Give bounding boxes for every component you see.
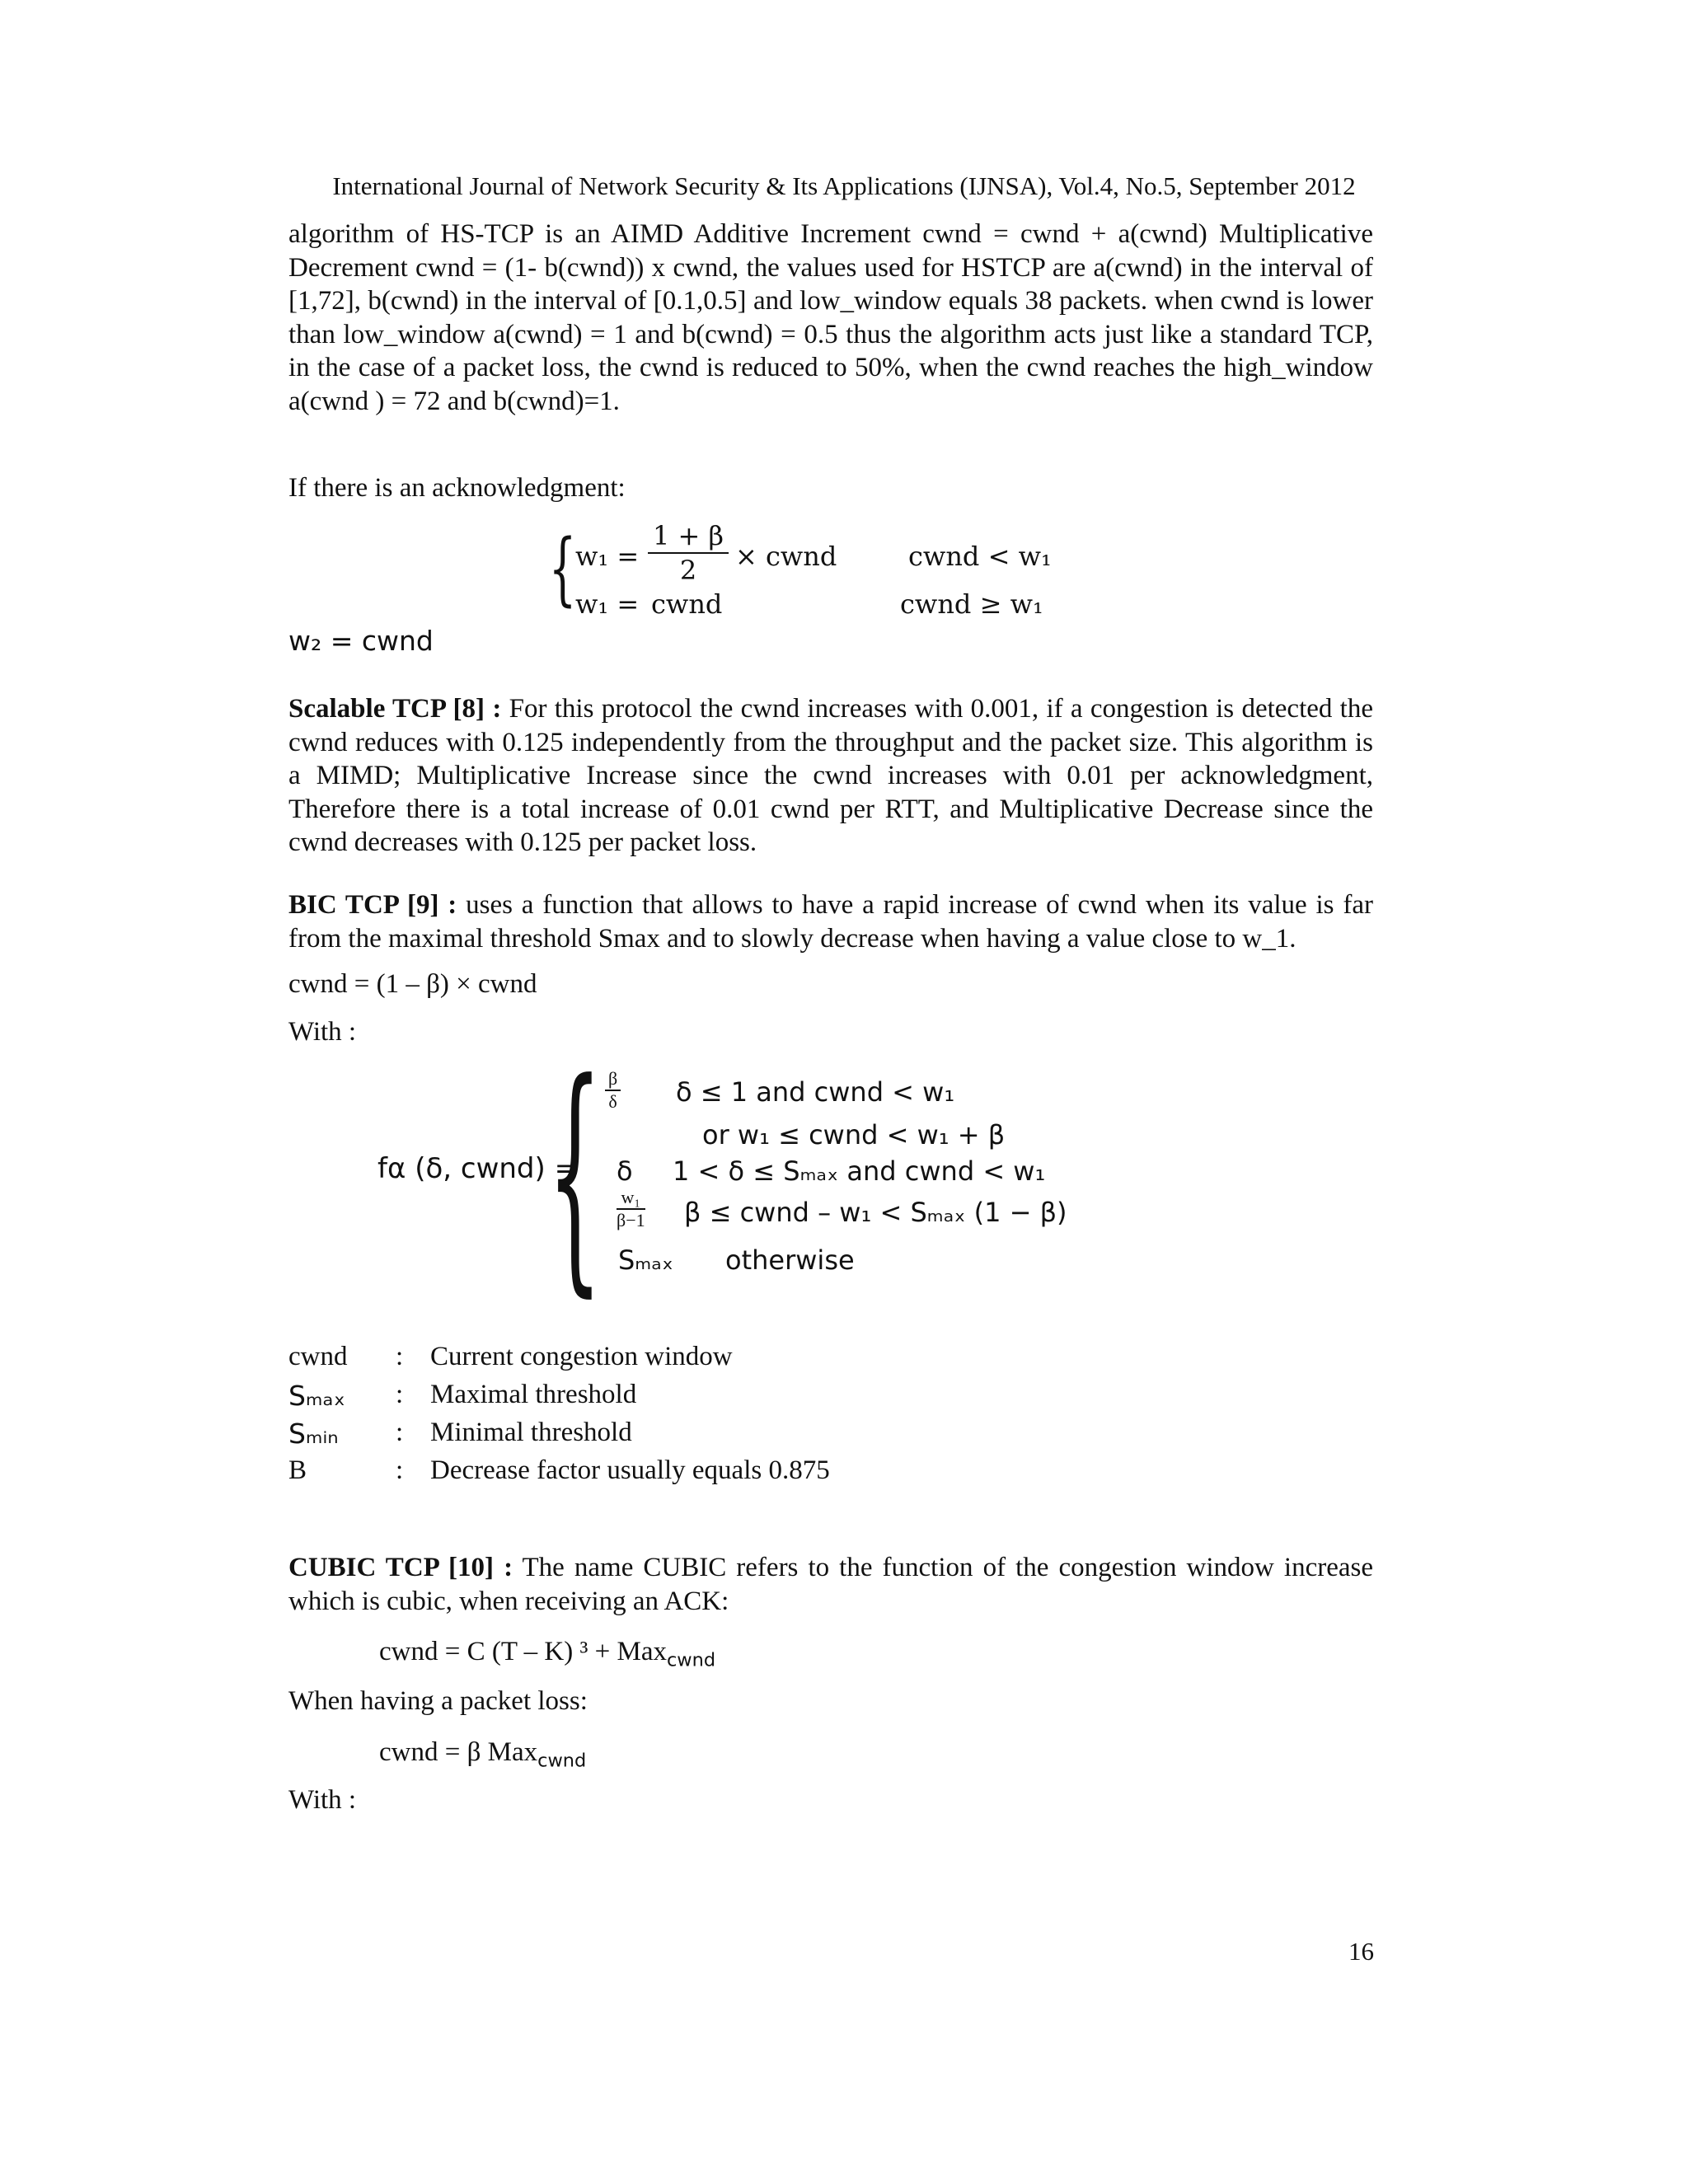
bic-left-brace-icon: {: [547, 1030, 603, 1318]
definition-description: Minimal threshold: [430, 1418, 632, 1447]
bic-case1-fraction: [605, 1068, 621, 1113]
bic-func-lhs: fα (δ, cwnd) =: [377, 1152, 579, 1185]
definition-colon: :: [396, 1455, 404, 1485]
cubic-with: With :: [288, 1785, 357, 1815]
bic-case3-den: β−1: [617, 1210, 645, 1230]
bic-paragraph: [288, 888, 1373, 955]
eq1-w2-line: w₂ = cwnd: [288, 625, 434, 657]
eq1-numerator: 1 + β: [648, 519, 729, 554]
left-brace-icon: {: [548, 523, 577, 615]
definition-colon: :: [396, 1342, 404, 1371]
cubic-formula-loss: [379, 1737, 586, 1772]
bic-case4-condition: otherwise: [725, 1244, 855, 1276]
bic-case1b-condition: or w₁ ≤ cwnd < w₁ + β: [702, 1119, 1006, 1151]
definition-term: Sₘₐₓ: [288, 1380, 346, 1412]
eq1-row1-rhs: × cwnd: [735, 541, 837, 572]
bic-case4-value: Sₘₐₓ: [618, 1244, 673, 1276]
eq1-denominator: 2: [679, 555, 697, 586]
definition-term: cwnd: [288, 1342, 348, 1371]
cubic-paragraph: [288, 1551, 1373, 1618]
bic-case3-num: w₁: [617, 1187, 645, 1210]
bic-body: uses a function that allows to have a rapid increase of cwnd when its value is far from the maximal threshold Smax and to slowly decrease when having a value close to w_1.: [288, 890, 1373, 954]
bic-case3-fraction: [617, 1187, 645, 1231]
bic-with: With :: [288, 1017, 357, 1047]
scalable-title: Scalable TCP [8] :: [288, 694, 502, 724]
ack-intro: If there is an acknowledgment:: [288, 473, 626, 503]
page-number: 16: [1348, 1937, 1374, 1966]
bic-case3-condition: β ≤ cwnd – w₁ < Sₘₐₓ (1 − β): [684, 1197, 1067, 1228]
cubic-formula1-text: cwnd = C (T – K) ³ + Max: [379, 1637, 667, 1666]
cubic-body: The name CUBIC refers to the function of the congestion window increase which is cubic, when receiving an ACK:: [288, 1553, 1373, 1616]
definition-term: Sₘᵢₙ: [288, 1418, 339, 1450]
cubic-formula1-sub: cwnd: [666, 1649, 716, 1671]
bic-case1-condition: δ ≤ 1 and cwnd < w₁: [676, 1076, 955, 1108]
eq1-row2-rhs: cwnd: [651, 588, 723, 620]
scalable-paragraph: [288, 692, 1373, 860]
cubic-formula-increase: [379, 1637, 715, 1671]
eq1-row2-condition: cwnd ≥ w₁: [900, 588, 1043, 620]
cubic-title: CUBIC TCP [10] :: [288, 1553, 513, 1582]
definition-description: Decrease factor usually equals 0.875: [430, 1455, 830, 1485]
definition-term: B: [288, 1455, 307, 1485]
scalable-body: For this protocol the cwnd increases with 0.001, if a congestion is detected the cwnd reduces with 0.125 independently from the throughput and the packet size. This algorithm is a MIMD; Multiplicative Increase since the cwnd increases with 0.01 per acknowledgment, Therefore there is a total increase of 0.01 cwnd per RTT, and Multiplicative Decrease since the cwnd decreases with 0.125 per packet loss.: [288, 694, 1374, 857]
eq1-row1-condition: cwnd < w₁: [908, 541, 1052, 572]
hstcp-paragraph: algorithm of HS-TCP is an AIMD Additive Increment cwnd = cwnd + a(cwnd) Multiplicative Decrement cwnd = (1- b(cwnd)) x cwnd, the values used for HSTCP are a(cwnd) in the interval of [1,72], b(cwnd) in the interval of [0.1,0.5] and low_window equals 38 packets. when cwnd is lower than low_window a(cwnd) = 1 and b(cwnd) = 0.5 thus the algorithm acts just like a standard TCP, in the case of a packet loss, the cwnd is reduced to 50%, when the cwnd reaches the high_window a(cwnd ) = 72 and b(cwnd)=1.: [288, 219, 1373, 416]
cubic-formula2-text: cwnd = β Max: [379, 1737, 538, 1767]
bic-case2-condition: 1 < δ ≤ Sₘₐₓ and cwnd < w₁: [673, 1155, 1046, 1187]
bic-case1-num: β: [605, 1068, 621, 1091]
eq1-row1-lhs: w₁ =: [575, 541, 640, 572]
bic-title: BIC TCP [9] :: [288, 890, 457, 920]
cubic-loss-intro: When having a packet loss:: [288, 1686, 588, 1716]
definition-colon: :: [396, 1418, 404, 1447]
cubic-formula2-sub: cwnd: [537, 1750, 587, 1772]
bic-case1-den: δ: [608, 1091, 617, 1112]
eq1-row2-lhs: w₁ =: [575, 588, 640, 620]
bic-formula: cwnd = (1 – β) × cwnd: [288, 969, 537, 999]
definition-description: Maximal threshold: [430, 1380, 637, 1409]
definition-description: Current congestion window: [430, 1342, 733, 1371]
running-header: International Journal of Network Security & Its Applications (IJNSA), Vol.4, No.5, September 2012: [332, 171, 1356, 200]
bic-case2-value: δ: [617, 1155, 633, 1187]
definition-colon: :: [396, 1380, 404, 1409]
eq1-row1-fraction: [648, 519, 729, 587]
